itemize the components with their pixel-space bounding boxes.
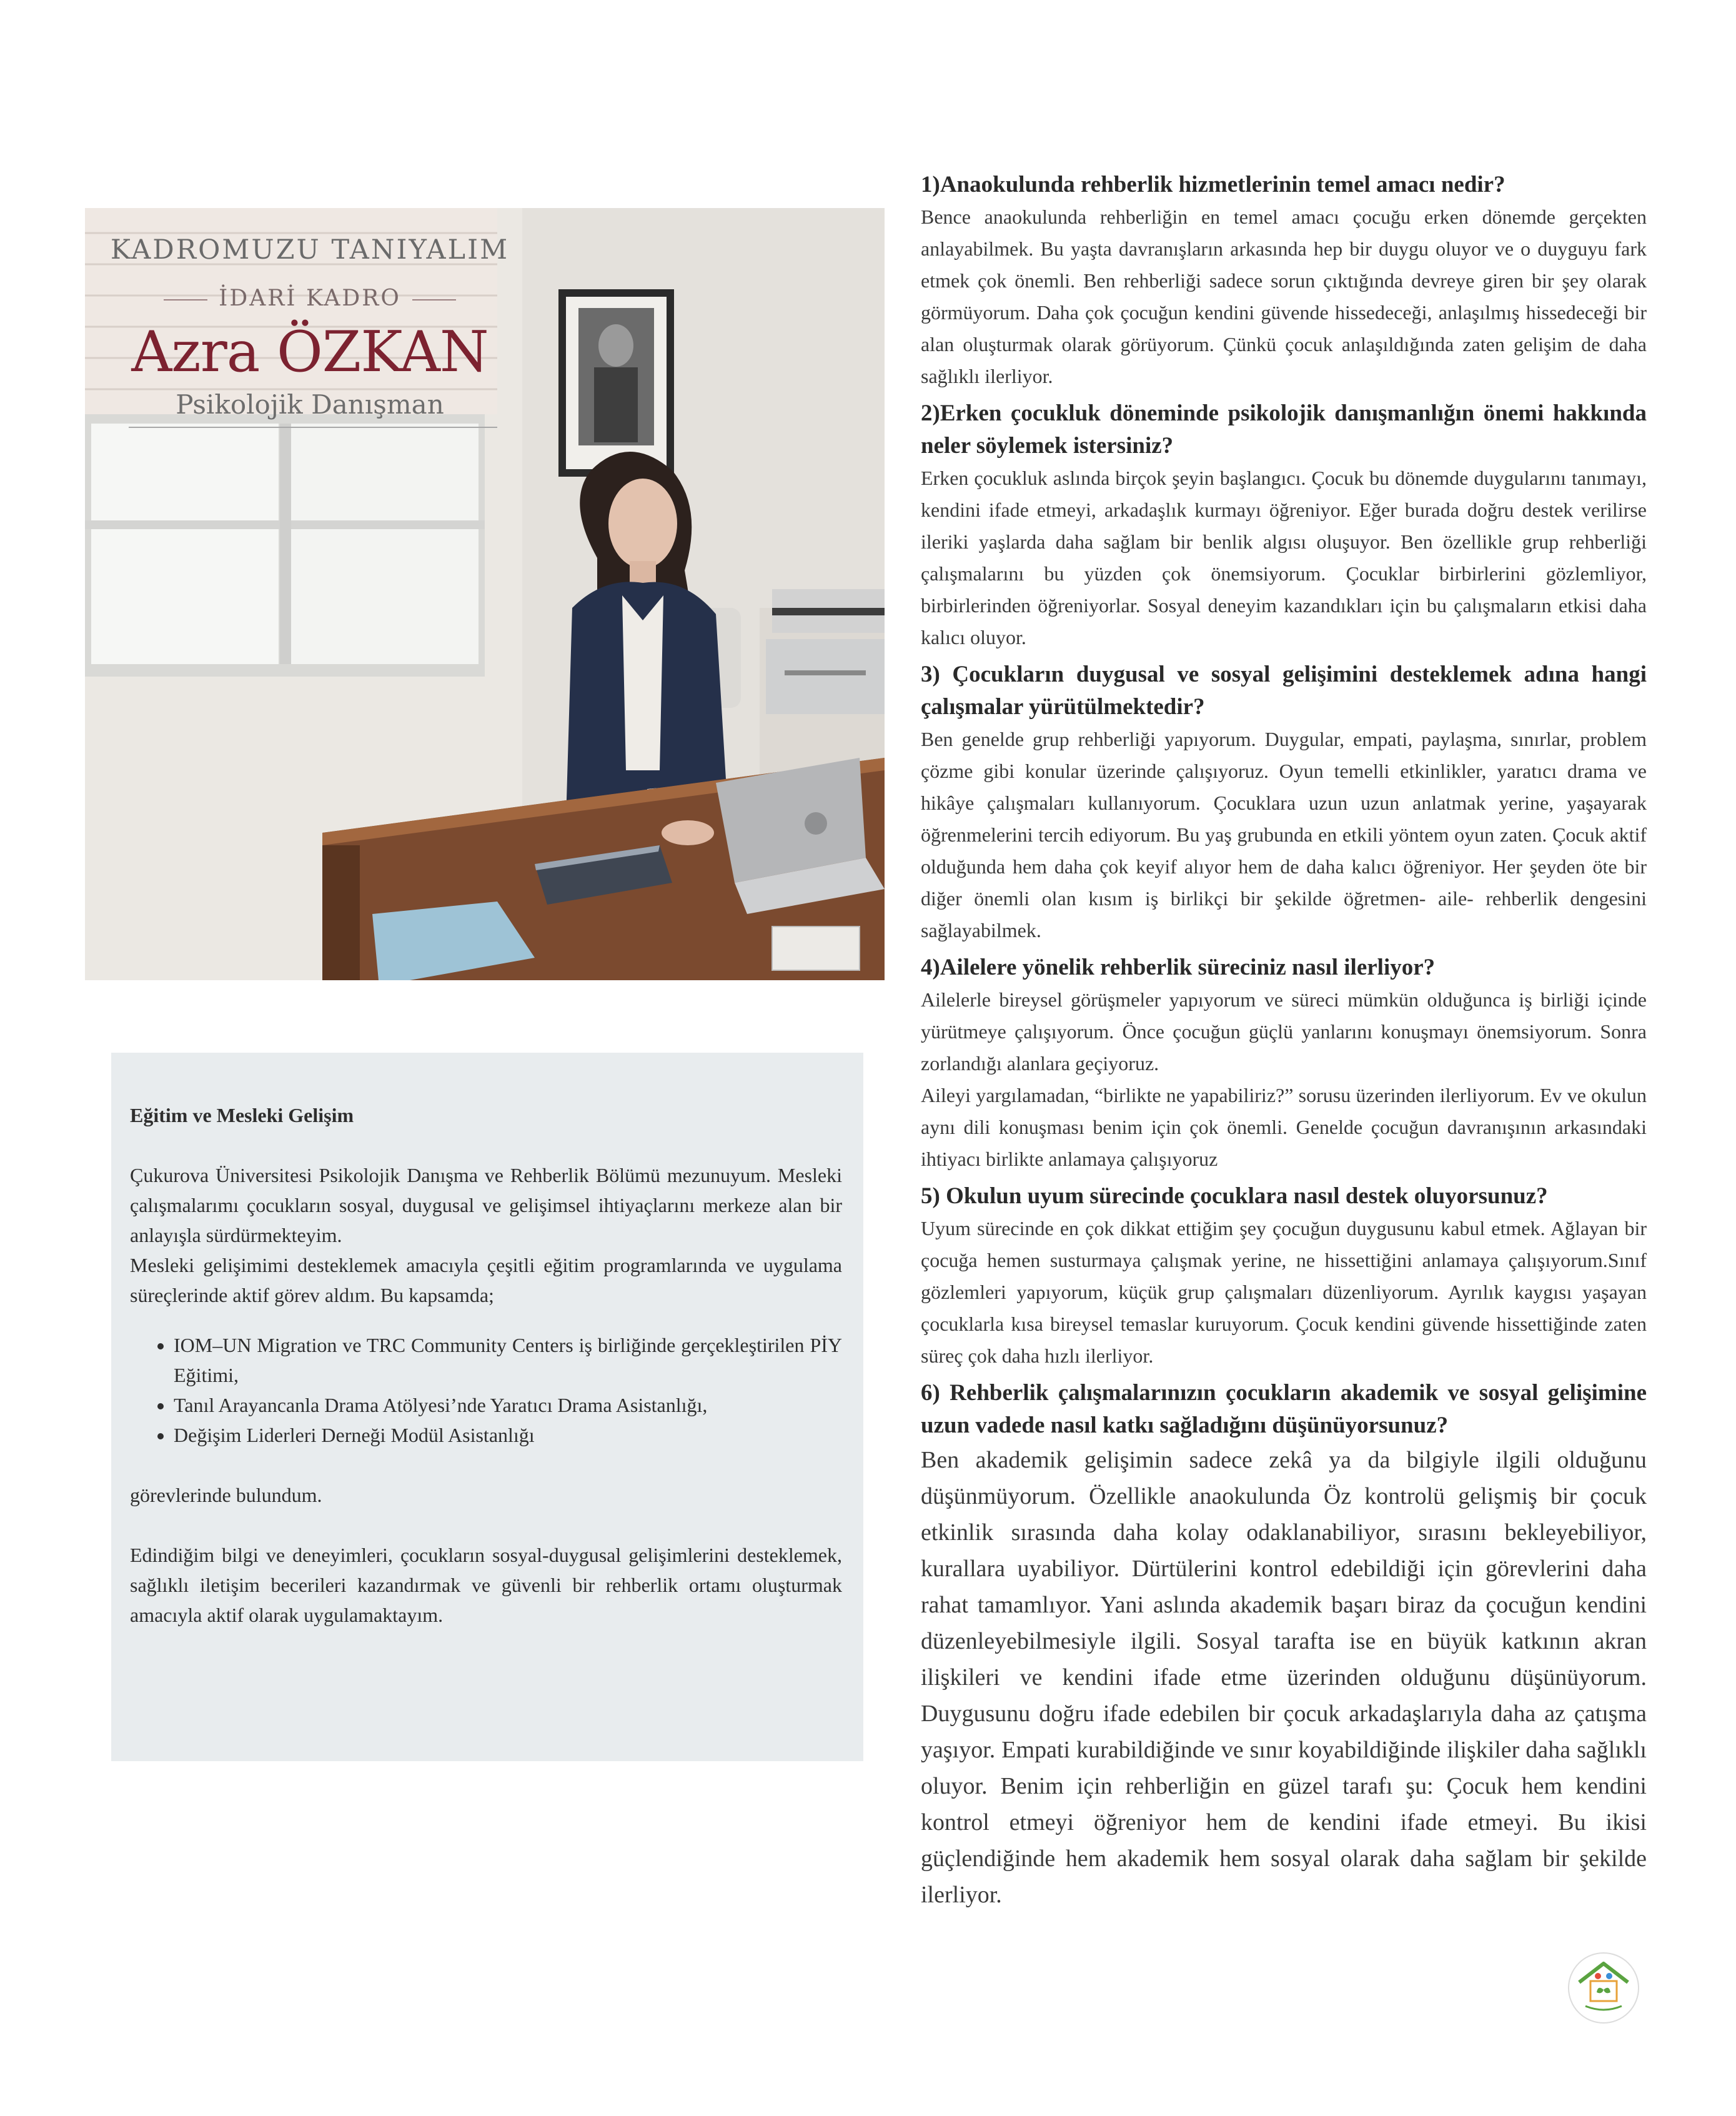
question-3: 3) Çocukların duygusal ve sosyal gelişimini desteklemek adına hangi çalışmalar yürütülmektedir? bbox=[921, 662, 1647, 720]
photo-divider bbox=[129, 427, 497, 428]
education-list-item: • Tanıl Arayancanla Drama Atölyesi’nde Yaratıcı Drama Asistanlığı, bbox=[174, 1390, 842, 1420]
education-paragraph-2: Mesleki gelişimimi desteklemek amacıyla çeşitli eğitim programlarında ve uygulama süreçlerinde aktif görev aldım. Bu kapsamda; bbox=[130, 1254, 842, 1306]
answer-6: Ben akademik gelişimin sadece zekâ ya da bilgiyle ilgili olduğunu düşünmüyorum. Özellikle anaokulunda Öz kontrolü gelişmiş bir çocuk etkinlik sırasında daha kolay odaklanabiliyor, sırasını bekleyebiliyor, kurallara uyabiliyor. Dürtülerini kontrol edebildiği için görevlerini daha rahat tamamlıyor. Yani aslında akademik başarı biraz da çocuğun kendini düzenleyebilmesiyle ilgili. Sosyal tarafta ise en büyük katkının akran ilişkileri ve kendini ifade etme üzerinden olduğunu düşünüyorum. Duygusunu doğru ifade edebilen bir çocuk arkadaşlarıyla daha az çatışma yaşıyor. Empati kurabildiğinde ve sınır koyabildiğinde ilişkiler daha sağlıklı oluyor. Benim için rehberliğin en güzel tarafı şu: Çocuk hem kendini kontrol etmeyi öğreniyor hem de kendini ifade etmeyi. Bu ikisi güçlendiğinde hem akademik hem sosyal olarak daha sağlam bir şekilde ilerliyor. bbox=[921, 1447, 1647, 1908]
question-2: 2)Erken çocukluk döneminde psikolojik danışmanlığın önemi hakkında neler söylemek istersiniz? bbox=[921, 400, 1647, 459]
photo-subheader-text: İDARİ KADRO bbox=[85, 286, 535, 311]
answer-3: Ben genelde grup rehberliği yapıyorum. Duygular, empati, paylaşma, sınırlar, problem çözme gibi konular üzerinde çalışıyoruz. Oyun temelli etkinlikler, yaratıcı drama ve hikâye çalışmaları kullanıyorum. Çocuklara uzun uzun anlatmak yerine, yaşayarak öğrenmelerini tercih ediyorum. Bu yaş grubunda en etkili yöntem oyun zaten. Çocuk aktif olduğunda hem daha çok keyif alıyor hem de daha kalıcı öğreniyor. Her şeyden öte bir diğer önemli olan kısım iş birlikçi bir şekilde öğretmen- aile- rehberlik dengesini sağlayabilmek. bbox=[921, 728, 1647, 941]
education-paragraph-4: Edindiğim bilgi ve deneyimleri, çocukların sosyal-duygusal gelişimlerini desteklemek, sağlıklı iletişim becerileri kazandırmak ve güvenli bir rehberlik ortamı oluşturmak amacıyla aktif olarak uygulamaktayım. bbox=[130, 1544, 842, 1626]
answer-2: Erken çocukluk aslında birçok şeyin başlangıcı. Çocuk bu dönemde duygularını tanımayı, kendini ifade etmeyi, arkadaşlık kurmayı öğreniyor. Eğer burada doğru destek verilirse ileriki yaşlarda daha sağlam bir benlik algısı oluşuyor. Ben özellikle grup rehberliği çalışmalarını bu yüzden çok önemsiyorum. Çocuklar birbirlerini gözlemliyor, birbirlerinden öğreniyorlar. Sosyal deneyim kazandıkları için bu çalışmaların etkisi daha kalıcı oluyor. bbox=[921, 467, 1647, 648]
education-list-item: • IOM–UN Migration ve TRC Community Centers iş birliğinde gerçekleştirilen PİY Eğitimi, bbox=[174, 1330, 842, 1390]
question-1: 1)Anaokulunda rehberlik hizmetlerinin temel amacı nedir? bbox=[921, 172, 1505, 197]
education-paragraph-1: Çukurova Üniversitesi Psikolojik Danışma ve Rehberlik Bölümü mezunuyum. Mesleki çalışmalarımı çocukların sosyal, duygusal ve gelişimsel ihtiyaçlarını merkeze alan bir anlayışla sürdürmekteyim. bbox=[130, 1164, 842, 1246]
staff-role: Psikolojik Danışman bbox=[176, 389, 444, 420]
answer-4a: Ailelerle bireysel görüşmeler yapıyorum ve süreci mümkün olduğunca iş birliği içinde yürütmeye çalışıyorum. Önce çocuğun güçlü yanlarını konuşmayı önemsiyorum. Sonra zorlandığı alanlara geçiyoruz. bbox=[921, 988, 1647, 1075]
photo-header-text: KADROMUZU TANIYALIM bbox=[110, 234, 510, 266]
answer-4b: Aileyi yargılamadan, “birlikte ne yapabiliriz?” sorusu üzerinden ilerliyorum. Ev ve okulun aynı dili konuşması benim için çok önemli. Genelde çocuğun davranışının arkasındaki ihtiyacı birlikte anlamaya çalışıyoruz bbox=[921, 1084, 1647, 1170]
question-6: 6) Rehberlik çalışmalarınızın çocukların akademik ve sosyal gelişimine uzun vadede nasıl katkı sağladığını düşünüyorsunuz? bbox=[921, 1380, 1647, 1438]
staff-name: Azra ÖZKAN bbox=[131, 319, 489, 385]
education-content bbox=[130, 1100, 842, 1630]
answer-5: Uyum sürecinde en çok dikkat ettiğim şey çocuğun duygusunu kabul etmek. Ağlayan bir çocuğa hemen susturmaya çalışmak yerine, ne hissettiğini anlamaya çalışıyorum.Sınıf gözlemleri yapıyorum, küçük grup çalışmaları düzenliyorum. Ayrılık kaygısı yaşayan çocuklarla kısa bireysel temaslar kuruyorum. Çocuk kendini güvende hissettiğinde zaten süreç çok daha hızlı ilerliyor. bbox=[921, 1217, 1647, 1367]
interview-column bbox=[921, 169, 1647, 1913]
answer-1: Bence anaokulunda rehberliğin en temel amacı çocuğu erken dönemde gerçekten anlayabilmek. Bu yaşta davranışların arkasında hep bir duygu oluyor ve o duyguyu fark etmek çok önemli. Ben rehberliği sadece sorun çıktığında devreye giren bir şey olarak görmüyorum. Daha çok çocuğun kendini güvende hissedeceği, anlaşılmış hissedeceği bir alan oluşturmak olarak görüyorum. Çünkü çocuk anlaşıldığında zaten gelişim de daha sağlıklı ilerliyor. bbox=[921, 206, 1647, 387]
staff-photo bbox=[85, 208, 885, 980]
education-panel bbox=[111, 1053, 863, 1761]
education-paragraph-3: görevlerinde bulundum. bbox=[130, 1484, 322, 1506]
education-title: Eğitim ve Mesleki Gelişim bbox=[130, 1104, 354, 1126]
education-list-item: • Değişim Liderleri Derneği Modül Asistanlığı bbox=[174, 1420, 842, 1450]
education-list bbox=[130, 1330, 842, 1450]
question-5: 5) Okulun uyum sürecinde çocuklara nasıl destek oluyorsunuz? bbox=[921, 1183, 1548, 1209]
question-4: 4)Ailelere yönelik rehberlik süreciniz nasıl ilerliyor? bbox=[921, 955, 1436, 980]
school-logo-icon bbox=[1567, 1951, 1640, 2025]
